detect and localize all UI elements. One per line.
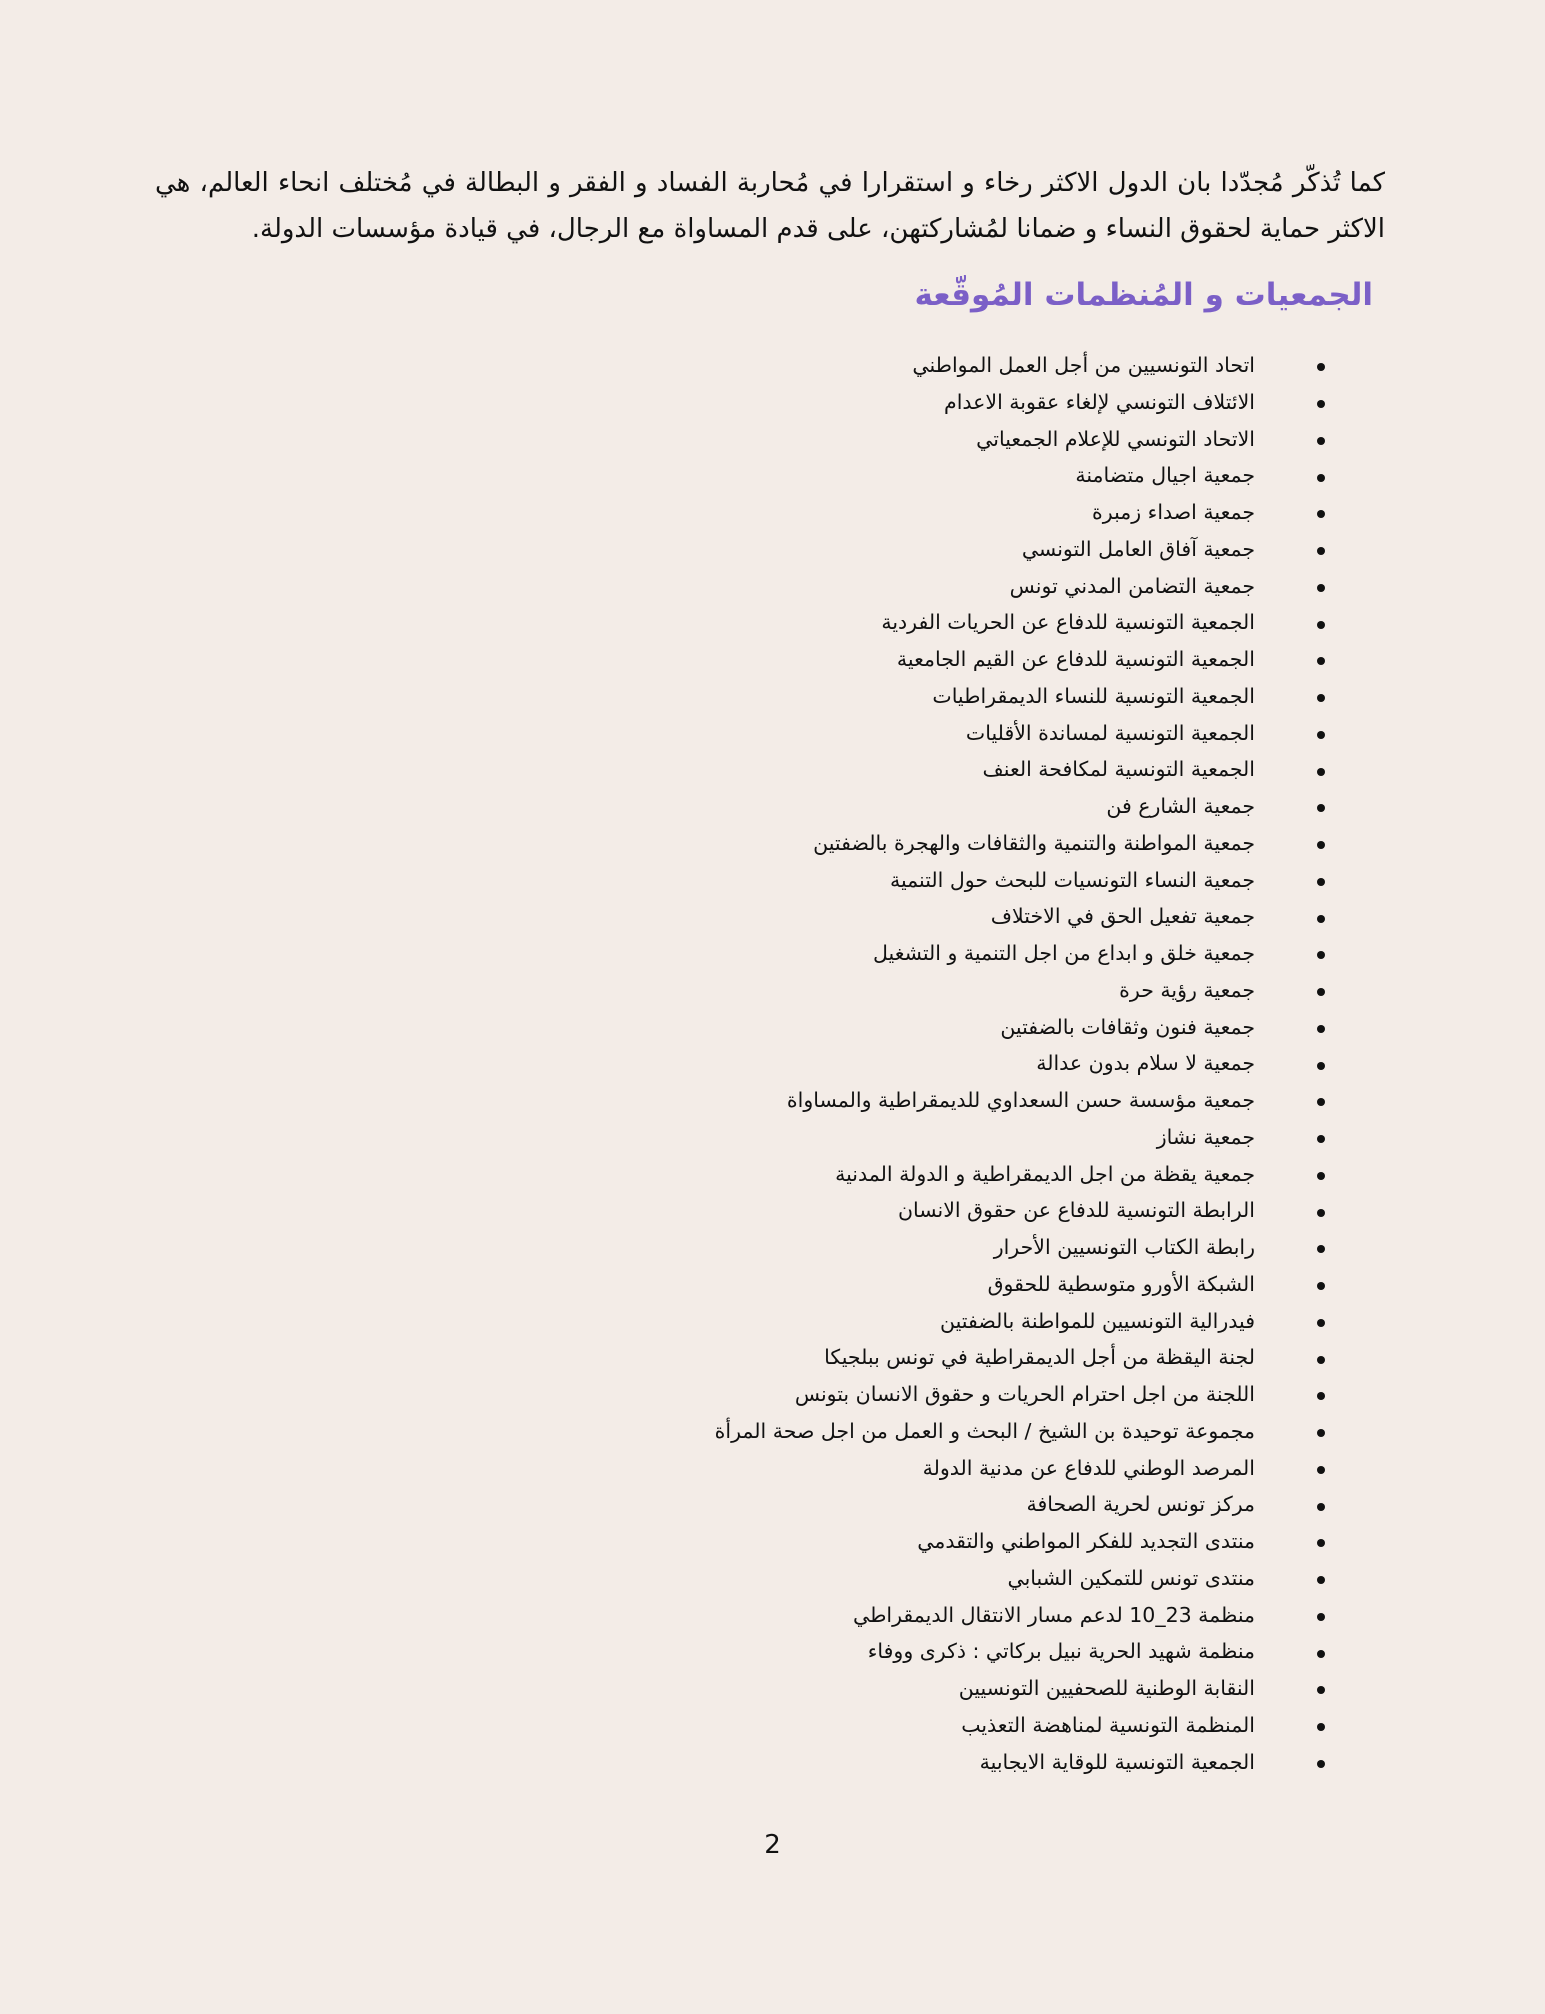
list-item: [245, 604, 1345, 641]
organization-name: مركز تونس لحرية الصحافة: [1026, 1492, 1255, 1517]
organization-name: جمعية يقظة من اجل الديمقراطية و الدولة المدنية: [835, 1161, 1255, 1186]
organization-name: جمعية الشارع فن: [1106, 794, 1255, 818]
bullet-icon: [1317, 1356, 1325, 1364]
organization-name: جمعية رؤية حرة: [1119, 977, 1255, 1002]
organization-name: جمعية لا سلام بدون عدالة: [1036, 1051, 1255, 1076]
organization-name: المنظمة التونسية لمناهضة التعذيب: [961, 1712, 1255, 1737]
bullet-icon: [1317, 1613, 1325, 1621]
list-item: [245, 421, 1345, 458]
list-item: [245, 1045, 1345, 1082]
bullet-icon: [1317, 657, 1325, 665]
list-item: [245, 1597, 1345, 1634]
list-item: [245, 1192, 1345, 1229]
bullet-icon: [1317, 1723, 1325, 1731]
list-item: [245, 1156, 1345, 1193]
bullet-icon: [1317, 731, 1325, 739]
organization-name: المرصد الوطني للدفاع عن مدنية الدولة: [922, 1455, 1255, 1480]
bullet-icon: [1317, 988, 1325, 996]
organization-name: مجموعة توحيدة بن الشيخ / البحث و العمل من اجل صحة المرأة: [714, 1418, 1255, 1443]
list-item: [245, 384, 1345, 421]
list-item: [245, 494, 1345, 531]
organization-name: منتدى التجديد للفكر المواطني والتقدمي: [917, 1529, 1255, 1553]
list-item: [245, 1486, 1345, 1523]
bullet-icon: [1317, 1319, 1325, 1327]
bullet-icon: [1317, 1282, 1325, 1290]
list-item: [245, 788, 1345, 825]
list-item: [245, 1670, 1345, 1707]
bullet-icon: [1317, 1135, 1325, 1143]
list-item: [245, 1119, 1345, 1156]
organization-name: الجمعية التونسية لمساندة الأقليات: [965, 720, 1255, 745]
organization-name: منتدى تونس للتمكين الشبابي: [1007, 1565, 1255, 1590]
list-item: [245, 1523, 1345, 1560]
intro-paragraph: كما تُذكّر مُجدّدا بان الدول الاكثر رخاء و استقرارا في مُحاربة الفساد و الفقر و البطالة في مُختلف انحاء العالم، هي الاكثر حماية لحقوق النساء و ضمانا لمُشاركتهن، على قدم المساواة مع الرجال، في قيادة مؤسسات الدولة.: [155, 168, 1385, 244]
list-item: [245, 1266, 1345, 1303]
organization-name: الجمعية التونسية لمكافحة العنف: [982, 757, 1255, 782]
organization-name: جمعية نشاز: [1156, 1124, 1255, 1149]
section-heading: الجمعيات و المُنظمات المُوقّعة: [914, 277, 1373, 313]
bullet-icon: [1317, 621, 1325, 629]
page-number: 2: [764, 1830, 781, 1860]
bullet-icon: [1317, 1025, 1325, 1033]
organization-name: جمعية اجيال متضامنة: [1075, 463, 1255, 488]
organization-name: فيدرالية التونسيين للمواطنة بالضفتين: [940, 1308, 1255, 1333]
list-item: [245, 1339, 1345, 1376]
bullet-icon: [1317, 510, 1325, 518]
list-item: [245, 531, 1345, 568]
list-item: [245, 1633, 1345, 1670]
list-item: [245, 1229, 1345, 1266]
bullet-icon: [1317, 1062, 1325, 1070]
list-item: [245, 935, 1345, 972]
bullet-icon: [1317, 1392, 1325, 1400]
bullet-icon: [1317, 1686, 1325, 1694]
bullet-icon: [1317, 1650, 1325, 1658]
bullet-icon: [1317, 1576, 1325, 1584]
bullet-icon: [1317, 951, 1325, 959]
list-item: [245, 568, 1345, 605]
organization-name: لجنة اليقظة من أجل الديمقراطية في تونس ببلجيكا: [824, 1345, 1255, 1370]
bullet-icon: [1317, 915, 1325, 923]
organization-name: النقابة الوطنية للصحفيين التونسيين: [958, 1676, 1255, 1700]
list-item: [245, 825, 1345, 862]
list-item: [245, 898, 1345, 935]
list-item: [245, 457, 1345, 494]
organization-name: جمعية خلق و ابداع من اجل التنمية و التشغيل: [872, 941, 1255, 965]
organization-name: جمعية فنون وثقافات بالضفتين: [1000, 1014, 1255, 1039]
organization-name: جمعية المواطنة والتنمية والثقافات والهجرة بالضفتين: [813, 830, 1255, 855]
organization-name: اتحاد التونسيين من أجل العمل المواطني: [912, 353, 1255, 377]
organization-name: منظمة 23_10 لدعم مسار الانتقال الديمقراطي: [853, 1602, 1255, 1627]
list-item: [245, 862, 1345, 899]
bullet-icon: [1317, 1760, 1325, 1768]
organization-name: جمعية النساء التونسيات للبحث حول التنمية: [890, 867, 1255, 892]
list-item: [245, 1744, 1345, 1781]
bullet-icon: [1317, 768, 1325, 776]
bullet-icon: [1317, 1245, 1325, 1253]
bullet-icon: [1317, 694, 1325, 702]
organization-name: الجمعية التونسية للدفاع عن القيم الجامعية: [896, 647, 1255, 671]
bullet-icon: [1317, 1539, 1325, 1547]
organization-name: اللجنة من اجل احترام الحريات و حقوق الانسان بتونس: [794, 1382, 1255, 1406]
list-item: [245, 1303, 1345, 1340]
list-item: [245, 1560, 1345, 1597]
organization-name: الجمعية التونسية للنساء الديمقراطيات: [932, 683, 1255, 708]
list-item: [245, 1707, 1345, 1744]
bullet-icon: [1317, 1209, 1325, 1217]
bullet-icon: [1317, 584, 1325, 592]
list-item: [245, 1413, 1345, 1450]
organization-name: الجمعية التونسية للوقاية الايجابية: [979, 1749, 1255, 1774]
bullet-icon: [1317, 1098, 1325, 1106]
list-item: [245, 347, 1345, 384]
organization-name: الشبكة الأورو متوسطية للحقوق: [987, 1271, 1255, 1296]
bullet-icon: [1317, 474, 1325, 482]
organization-name: جمعية آفاق العامل التونسي: [1021, 536, 1255, 561]
organization-name: منظمة شهيد الحرية نبيل بركاتي : ذكرى ووفاء: [867, 1639, 1255, 1664]
organization-name: جمعية اصداء زمبرة: [1092, 500, 1255, 524]
list-item: [245, 1450, 1345, 1487]
organization-name: جمعية مؤسسة حسن السعداوي للديمقراطية والمساواة: [786, 1088, 1255, 1112]
bullet-icon: [1317, 1503, 1325, 1511]
organization-name: الاتحاد التونسي للإعلام الجمعياتي: [976, 426, 1255, 451]
list-item: [245, 751, 1345, 788]
bullet-icon: [1317, 363, 1325, 371]
bullet-icon: [1317, 804, 1325, 812]
list-item: [245, 641, 1345, 678]
organization-name: الجمعية التونسية للدفاع عن الحريات الفردية: [881, 610, 1255, 635]
organization-name: الرابطة التونسية للدفاع عن حقوق الانسان: [897, 1198, 1255, 1223]
list-item: [245, 1376, 1345, 1413]
bullet-icon: [1317, 400, 1325, 408]
organization-name: جمعية التضامن المدني تونس: [1009, 573, 1255, 598]
organization-name: جمعية تفعيل الحق في الاختلاف: [990, 904, 1255, 929]
list-item: [245, 678, 1345, 715]
bullet-icon: [1317, 878, 1325, 886]
organizations-list: [245, 347, 1345, 1780]
list-item: [245, 715, 1345, 752]
bullet-icon: [1317, 547, 1325, 555]
bullet-icon: [1317, 1429, 1325, 1437]
organization-name: الائتلاف التونسي لإلغاء عقوبة الاعدام: [944, 389, 1255, 414]
bullet-icon: [1317, 437, 1325, 445]
list-item: [245, 1009, 1345, 1046]
bullet-icon: [1317, 841, 1325, 849]
organization-name: رابطة الكتاب التونسيين الأحرار: [993, 1235, 1255, 1259]
list-item: [245, 972, 1345, 1009]
list-item: [245, 1082, 1345, 1119]
bullet-icon: [1317, 1172, 1325, 1180]
bullet-icon: [1317, 1466, 1325, 1474]
